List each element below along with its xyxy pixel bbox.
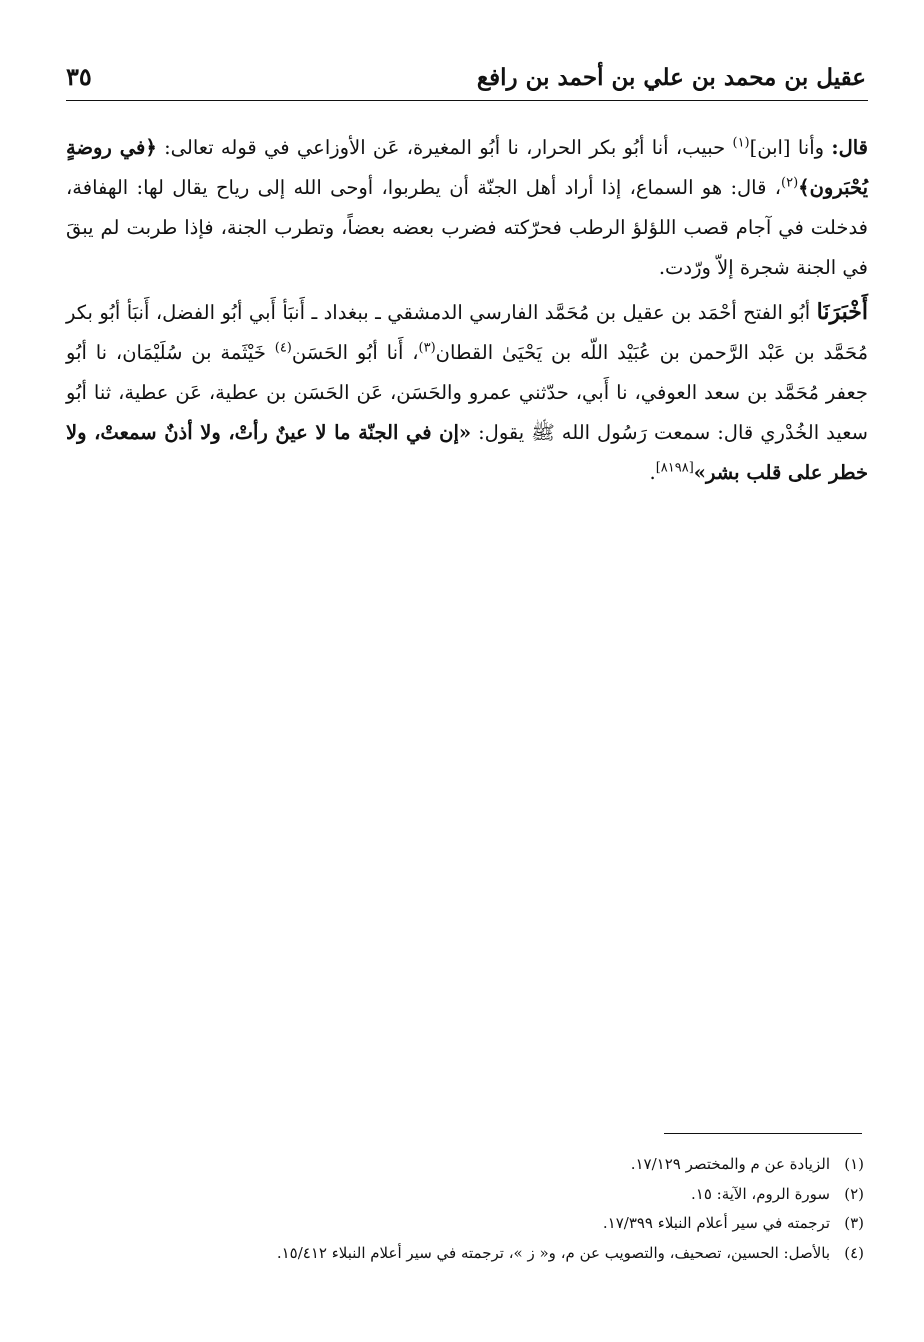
paragraph-1-text-c: ، قال: هو السماع، إذا أراد أهل الجنّة أن يطربوا، أوحى الله إلى رياح يقال لها: الهفافة، فدخلت في آجام قصب اللؤلؤ الرطب فحرّكته فضرب بعضه بعضاً، وتطرب الجنة، فإذا طربت لم يبقَ في الجنة شجرة إلاّ ورّدت. [66, 176, 868, 279]
paragraph-2-lead: أَخْبَرَنَا [816, 299, 868, 325]
footnote-2 [66, 1180, 864, 1210]
footnote-ref-2: (٢) [781, 175, 799, 191]
footnote-1 [66, 1150, 864, 1180]
paragraph-2 [66, 292, 868, 493]
paragraph-2-end: . [649, 461, 656, 484]
footnote-number: (٣) [844, 1214, 864, 1232]
hadith-number: [٨١٩٨] [655, 460, 694, 476]
main-text [66, 128, 868, 497]
footnote-ref-3: (٣) [418, 340, 436, 356]
footnote-text: سورة الروم، الآية: ١٥. [690, 1184, 830, 1203]
paragraph-1-text-a: وأنا [ابن] [749, 136, 832, 159]
running-header [66, 54, 866, 98]
quran-quote: ﴿في روضةٍ يُحْبَرون﴾ [66, 136, 868, 199]
footnote-ref-4: (٤) [274, 340, 292, 356]
paragraph-1-text-b: حبيب، أنا أبُو بكر الحرار، نا أبُو المغيرة، عَن الأوزاعي في قوله تعالى: [156, 136, 733, 159]
footnotes [66, 1150, 864, 1268]
footnote-number: (٤) [844, 1243, 864, 1262]
page-number: ٣٥ [66, 62, 92, 91]
footnote-4 [66, 1239, 864, 1269]
footnote-ref-1: (١) [732, 135, 750, 151]
paragraph-2-text-b: ، أَنا أبُو الحَسَن [291, 341, 419, 364]
header-rule [66, 100, 868, 101]
footnote-number: (٢) [844, 1184, 864, 1203]
footnote-number: (١) [844, 1155, 864, 1173]
paragraph-2-text-a: أبُو الفتح أحْمَد بن عقيل بن مُحَمَّد الفارسي الدمشقي ـ ببغداد ـ أَنبَأ أَبي أبُو الفضل، أَنبَأ أبُو بكر مُحَمَّد بن عَبْد الرَّحمن بن عُبَيْد اللّه بن يَحْيَىٰ القطان [66, 301, 869, 364]
hadith-quote: «إن في الجنّة ما لا عينٌ رأتْ، ولا أذنٌ سمعتْ، ولا خطر على قلب بشر» [66, 421, 868, 484]
footnote-separator [664, 1133, 862, 1134]
footnote-text: الزيادة عن م والمختصر ١٧/١٢٩. [630, 1155, 830, 1173]
paragraph-1 [66, 128, 868, 288]
paragraph-2-text-c: خَيْثَمة بن سُلَيْمَان، نا أبُو جعفر مُحَمَّد بن سعد العوفي، نا أَبي، حدّثني عمرو والحَسَن، عَن الحَسَن بن عطية، عَن عطية، ثنا أبُو سعيد الخُدْري قال: سمعت رَسُول الله ﷺ يقول: [66, 341, 868, 444]
footnote-text: ترجمته في سير أعلام النبلاء ١٧/٣٩٩. [602, 1214, 830, 1232]
footnote-3 [66, 1209, 864, 1239]
paragraph-1-lead: قال: [831, 136, 869, 159]
running-title: عقيل بن محمد بن علي بن أحمد بن رافع [476, 64, 866, 91]
footnote-text: بالأصل: الحسين، تصحيف، والتصويب عن م، و« ز »، ترجمته في سير أعلام النبلاء ١٥/٤١٢. [276, 1243, 830, 1262]
